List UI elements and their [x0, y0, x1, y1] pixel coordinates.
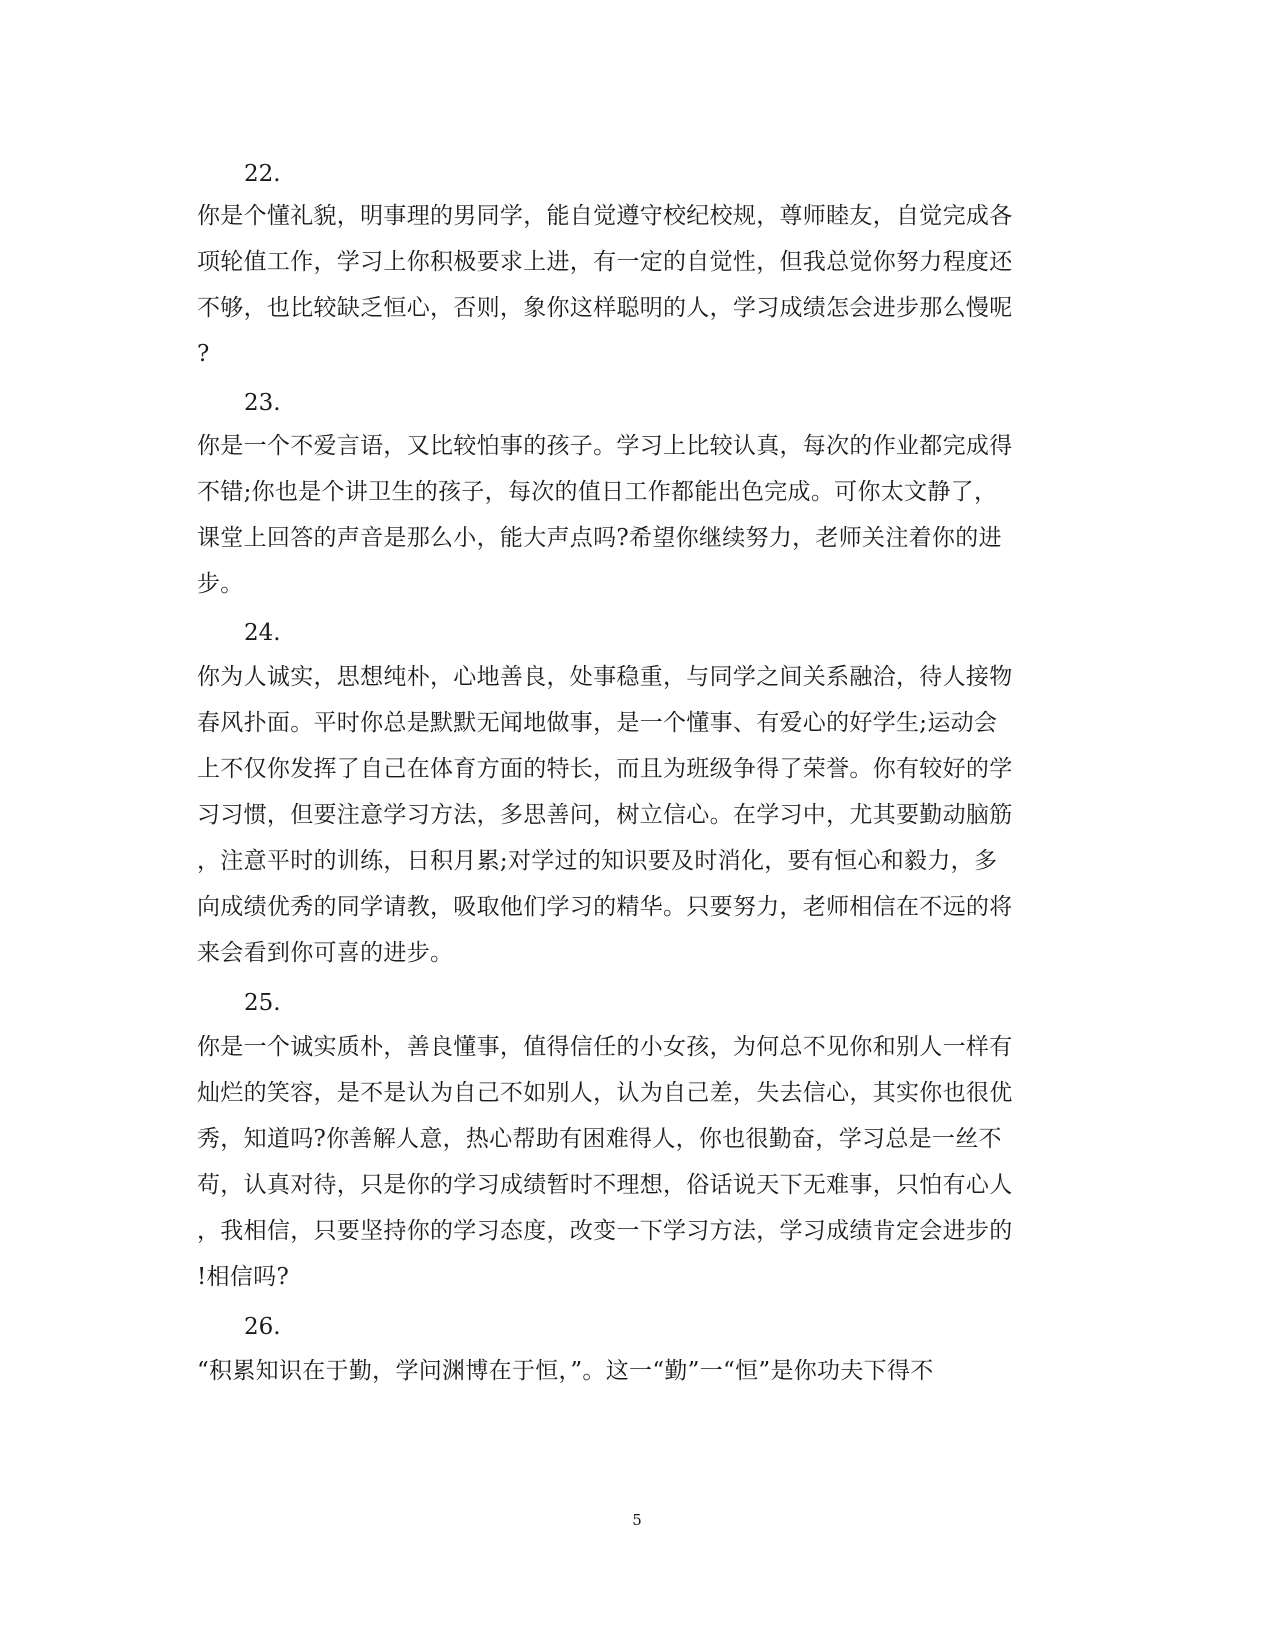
- entry-text-line: ?: [197, 341, 210, 367]
- entry-text-line: 你是一个诚实质朴，善良懂事，值得信任的小女孩，为何总不见你和别人一样有: [197, 1034, 1013, 1060]
- entry-text-line: 苟，认真对待，只是你的学习成绩暂时不理想，俗话说天下无难事，只怕有心人: [197, 1172, 1013, 1198]
- entry-number: 25.: [244, 990, 281, 1016]
- entry-text-line: 你是一个不爱言语，又比较怕事的孩子。学习上比较认真，每次的作业都完成得: [197, 433, 1013, 459]
- entry-text-line: 习习惯，但要注意学习方法，多思善问，树立信心。在学习中，尤其要勤动脑筋: [197, 802, 1013, 828]
- entry-number: 22.: [244, 161, 281, 187]
- entry-text-line: ，我相信，只要坚持你的学习态度，改变一下学习方法，学习成绩肯定会进步的: [197, 1218, 1013, 1244]
- entry-number: 24.: [244, 620, 281, 646]
- entry-text-line: 项轮值工作，学习上你积极要求上进，有一定的自觉性，但我总觉你努力程度还: [197, 249, 1013, 275]
- entry-number: 23.: [244, 390, 281, 416]
- entry-number: 26.: [244, 1314, 281, 1340]
- page-number: 5: [632, 1511, 642, 1529]
- entry-text-line: 秀，知道吗?你善解人意，热心帮助有困难得人，你也很勤奋，学习总是一丝不: [197, 1126, 1002, 1152]
- entry-text-line: 来会看到你可喜的进步。: [197, 940, 454, 966]
- entry-text-line: 不错;你也是个讲卫生的孩子，每次的值日工作都能出色完成。可你太文静了，: [197, 479, 998, 505]
- entry-text-line: ，注意平时的训练，日积月累;对学过的知识要及时消化，要有恒心和毅力，多: [197, 848, 998, 874]
- entry-text-line: 灿烂的笑容，是不是认为自己不如别人，认为自己差，失去信心，其实你也很优: [197, 1080, 1013, 1106]
- entry-text-line: “积累知识在于勤，学问渊博在于恒，”。这一“勤”一“恒”是你功夫下得不: [197, 1358, 934, 1384]
- entry-text-line: 春风扑面。平时你总是默默无闻地做事，是一个懂事、有爱心的好学生;运动会: [197, 710, 998, 736]
- entry-text-line: 向成绩优秀的同学请教，吸取他们学习的精华。只要努力，老师相信在不远的将: [197, 894, 1013, 920]
- entry-text-line: 你是个懂礼貌，明事理的男同学，能自觉遵守校纪校规，尊师睦友，自觉完成各: [197, 203, 1013, 229]
- entry-text-line: 你为人诚实，思想纯朴，心地善良，处事稳重，与同学之间关系融洽，待人接物: [197, 664, 1013, 690]
- entry-text-line: !相信吗?: [197, 1264, 290, 1290]
- entry-text-line: 上不仅你发挥了自己在体育方面的特长，而且为班级争得了荣誉。你有较好的学: [197, 756, 1013, 782]
- entry-text-line: 不够，也比较缺乏恒心，否则，象你这样聪明的人，学习成绩怎会进步那么慢呢: [197, 295, 1013, 321]
- entry-text-line: 课堂上回答的声音是那么小，能大声点吗?希望你继续努力，老师关注着你的进: [197, 525, 1002, 551]
- entry-text-line: 步。: [197, 571, 244, 597]
